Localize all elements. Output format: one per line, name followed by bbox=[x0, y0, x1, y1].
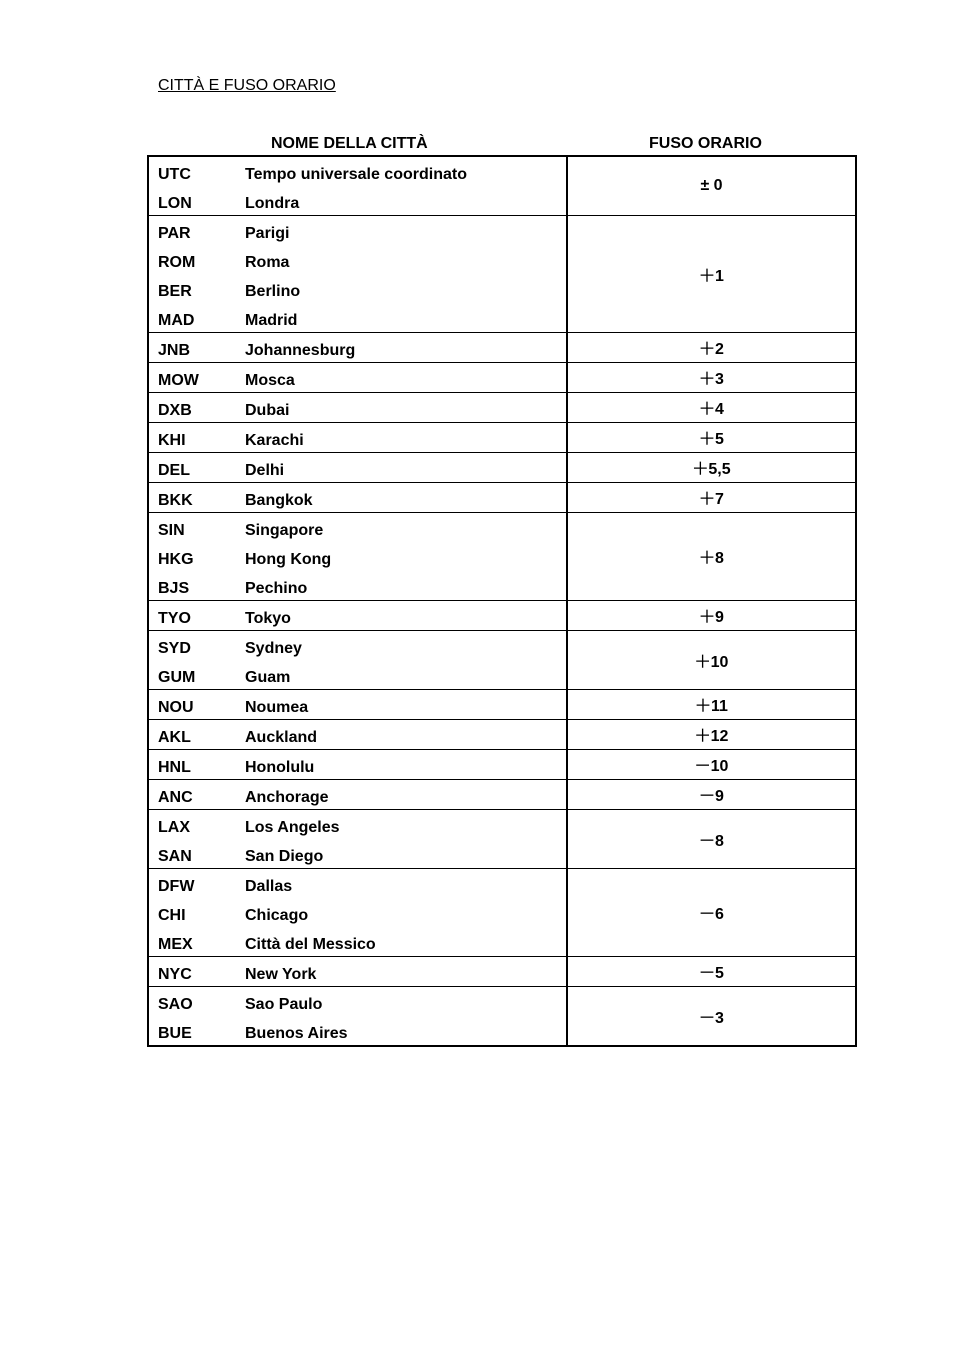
utc-offset: ＋10 bbox=[567, 631, 856, 690]
city-list-cell bbox=[148, 720, 567, 750]
city-list-cell bbox=[148, 810, 567, 869]
utc-offset: ＋8 bbox=[567, 513, 856, 601]
city-name: Tempo universale coordinato bbox=[245, 166, 467, 183]
city-name: Bangkok bbox=[245, 492, 313, 509]
city-entry bbox=[149, 393, 566, 422]
time-zone-group-row bbox=[148, 513, 856, 601]
utc-offset: ＋5 bbox=[567, 423, 856, 453]
city-list-cell bbox=[148, 750, 567, 780]
city-name: Singapore bbox=[245, 522, 324, 539]
time-zone-group-row bbox=[148, 333, 856, 363]
city-name: Hong Kong bbox=[245, 551, 332, 568]
city-name: San Diego bbox=[245, 848, 324, 865]
city-name: Città del Messico bbox=[245, 936, 376, 953]
city-list-cell bbox=[148, 780, 567, 810]
city-code: DFW bbox=[158, 878, 195, 895]
city-list-cell bbox=[148, 453, 567, 483]
city-name: Sao Paulo bbox=[245, 996, 323, 1013]
city-entry bbox=[149, 720, 566, 749]
city-entry bbox=[149, 957, 566, 986]
utc-offset: －9 bbox=[567, 780, 856, 810]
utc-offset: －6 bbox=[567, 869, 856, 957]
time-zone-group-row bbox=[148, 690, 856, 720]
city-entry bbox=[149, 245, 566, 274]
utc-offset: －8 bbox=[567, 810, 856, 869]
utc-offset: －5 bbox=[567, 957, 856, 987]
time-zone-group-row bbox=[148, 810, 856, 869]
time-zone-group-row bbox=[148, 601, 856, 631]
utc-offset: ＋4 bbox=[567, 393, 856, 423]
time-zone-group-row bbox=[148, 483, 856, 513]
city-entry bbox=[149, 1016, 566, 1045]
city-entry bbox=[149, 186, 566, 215]
city-entry bbox=[149, 303, 566, 332]
time-zone-group-row bbox=[148, 869, 856, 957]
city-name: Roma bbox=[245, 254, 290, 271]
city-name: Berlino bbox=[245, 283, 301, 300]
time-zone-group-row bbox=[148, 363, 856, 393]
city-list-cell bbox=[148, 393, 567, 423]
city-name: Noumea bbox=[245, 699, 309, 716]
city-code: UTC bbox=[158, 166, 191, 183]
city-list-cell bbox=[148, 363, 567, 393]
city-code: PAR bbox=[158, 225, 191, 242]
utc-offset: －3 bbox=[567, 987, 856, 1047]
city-entry bbox=[149, 898, 566, 927]
city-entry bbox=[149, 333, 566, 362]
city-entry bbox=[149, 987, 566, 1016]
utc-offset: ＋1 bbox=[567, 216, 856, 333]
utc-offset: ± 0 bbox=[567, 156, 856, 216]
city-code: BER bbox=[158, 283, 192, 300]
city-code: DEL bbox=[158, 462, 190, 479]
utc-offset: ＋12 bbox=[567, 720, 856, 750]
city-code: SYD bbox=[158, 640, 191, 657]
city-code: GUM bbox=[158, 669, 196, 686]
time-zone-group-row bbox=[148, 631, 856, 690]
city-entry bbox=[149, 453, 566, 482]
city-entry bbox=[149, 274, 566, 303]
city-entry bbox=[149, 601, 566, 630]
city-code: BUE bbox=[158, 1025, 192, 1042]
city-list-cell bbox=[148, 631, 567, 690]
city-code: MOW bbox=[158, 372, 199, 389]
time-zone-group-row bbox=[148, 750, 856, 780]
city-name: Dubai bbox=[245, 402, 290, 419]
time-zone-group-row bbox=[148, 393, 856, 423]
city-entry bbox=[149, 423, 566, 452]
city-list-cell bbox=[148, 690, 567, 720]
city-name: Chicago bbox=[245, 907, 309, 924]
city-entry bbox=[149, 750, 566, 779]
city-name: Johannesburg bbox=[245, 342, 356, 359]
city-name: New York bbox=[245, 966, 317, 983]
city-name: Tokyo bbox=[245, 610, 291, 627]
city-code: NOU bbox=[158, 699, 194, 716]
city-code: AKL bbox=[158, 729, 191, 746]
time-zone-table-body bbox=[148, 156, 856, 1046]
city-name: Madrid bbox=[245, 312, 298, 329]
city-entry bbox=[149, 690, 566, 719]
city-name: Dallas bbox=[245, 878, 293, 895]
column-header-time-zone: FUSO ORARIO bbox=[649, 135, 762, 152]
city-entry bbox=[149, 810, 566, 839]
city-list-cell bbox=[148, 869, 567, 957]
city-list-cell bbox=[148, 601, 567, 631]
utc-offset: ＋7 bbox=[567, 483, 856, 513]
city-code: ANC bbox=[158, 789, 193, 806]
city-code: CHI bbox=[158, 907, 186, 924]
city-code: HNL bbox=[158, 759, 191, 776]
city-list-cell bbox=[148, 156, 567, 216]
time-zone-group-row bbox=[148, 216, 856, 333]
city-name: Parigi bbox=[245, 225, 290, 242]
time-zone-group-row bbox=[148, 156, 856, 216]
column-header-city-name: NOME DELLA CITTÀ bbox=[271, 135, 428, 152]
city-code: JNB bbox=[158, 342, 191, 359]
city-code: LON bbox=[158, 195, 192, 212]
city-entry bbox=[149, 483, 566, 512]
utc-offset: －10 bbox=[567, 750, 856, 780]
city-name: Sydney bbox=[245, 640, 302, 657]
city-code: MAD bbox=[158, 312, 195, 329]
city-name: Londra bbox=[245, 195, 300, 212]
city-code: NYC bbox=[158, 966, 192, 983]
time-zone-group-row bbox=[148, 453, 856, 483]
utc-offset: ＋11 bbox=[567, 690, 856, 720]
document-title: CITTÀ E FUSO ORARIO bbox=[158, 77, 336, 94]
city-entry bbox=[149, 631, 566, 660]
utc-offset: ＋2 bbox=[567, 333, 856, 363]
city-entry bbox=[149, 869, 566, 898]
city-name: Auckland bbox=[245, 729, 318, 746]
time-zone-group-row bbox=[148, 987, 856, 1047]
city-name: Buenos Aires bbox=[245, 1025, 348, 1042]
city-code: HKG bbox=[158, 551, 194, 568]
city-entry bbox=[149, 839, 566, 868]
city-code: ROM bbox=[158, 254, 196, 271]
city-name: Honolulu bbox=[245, 759, 315, 776]
time-zone-group-row bbox=[148, 423, 856, 453]
city-code: KHI bbox=[158, 432, 186, 449]
time-zone-group-row bbox=[148, 720, 856, 750]
city-entry bbox=[149, 660, 566, 689]
city-name: Karachi bbox=[245, 432, 304, 449]
city-code: SIN bbox=[158, 522, 185, 539]
city-list-cell bbox=[148, 513, 567, 601]
city-code: SAO bbox=[158, 996, 193, 1013]
city-list-cell bbox=[148, 333, 567, 363]
city-name: Mosca bbox=[245, 372, 295, 389]
city-list-cell bbox=[148, 483, 567, 513]
utc-offset: ＋9 bbox=[567, 601, 856, 631]
city-code: MEX bbox=[158, 936, 193, 953]
city-name: Anchorage bbox=[245, 789, 329, 806]
city-list-cell bbox=[148, 987, 567, 1047]
city-list-cell bbox=[148, 957, 567, 987]
city-code: BJS bbox=[158, 580, 190, 597]
utc-offset: ＋3 bbox=[567, 363, 856, 393]
city-code: SAN bbox=[158, 848, 192, 865]
city-entry bbox=[149, 363, 566, 392]
utc-offset: ＋5,5 bbox=[567, 453, 856, 483]
city-entry bbox=[149, 157, 566, 186]
city-list-cell bbox=[148, 216, 567, 333]
city-name: Delhi bbox=[245, 462, 285, 479]
city-entry bbox=[149, 780, 566, 809]
city-entry bbox=[149, 927, 566, 956]
city-entry bbox=[149, 571, 566, 600]
city-name: Guam bbox=[245, 669, 291, 686]
time-zone-group-row bbox=[148, 957, 856, 987]
time-zone-group-row bbox=[148, 780, 856, 810]
city-code: DXB bbox=[158, 402, 192, 419]
time-zone-table bbox=[147, 155, 857, 1047]
city-code: LAX bbox=[158, 819, 190, 836]
city-entry bbox=[149, 513, 566, 542]
city-list-cell bbox=[148, 423, 567, 453]
city-name: Los Angeles bbox=[245, 819, 340, 836]
city-entry bbox=[149, 542, 566, 571]
city-name: Pechino bbox=[245, 580, 308, 597]
city-code: BKK bbox=[158, 492, 193, 509]
city-code: TYO bbox=[158, 610, 191, 627]
city-entry bbox=[149, 216, 566, 245]
